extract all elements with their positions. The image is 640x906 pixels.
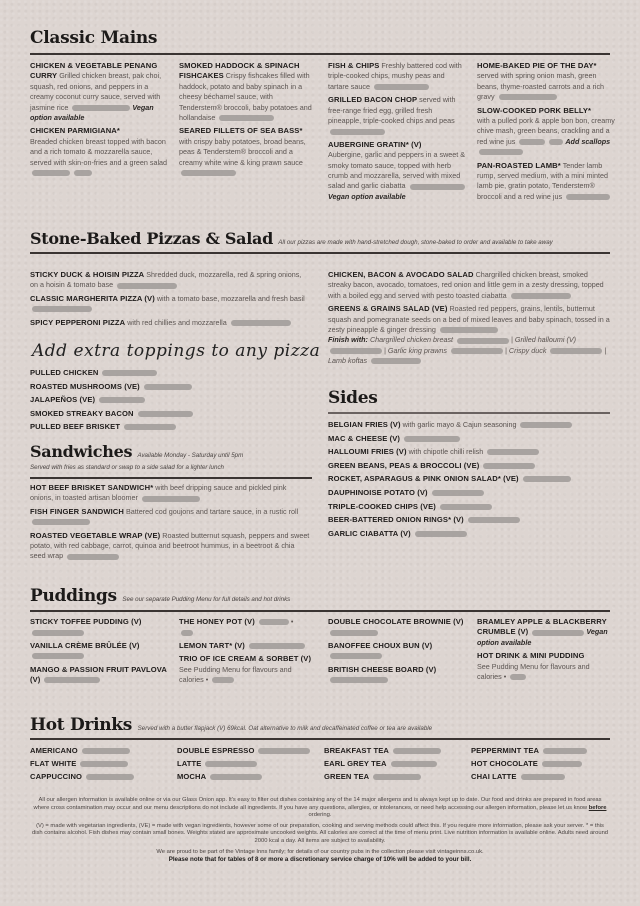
price-redacted	[99, 397, 145, 403]
item-option: Vegan option available	[477, 627, 608, 647]
item-name: MOCHA	[177, 772, 207, 781]
item-desc: with a pulled pork & apple bon bon, creamy chive mash, green beans, crackling and a red wine jus	[477, 116, 615, 146]
puddings-col-2	[179, 617, 317, 688]
drink-item	[324, 757, 464, 770]
price-redacted	[32, 170, 70, 176]
price-redacted	[44, 677, 100, 683]
price-redacted	[32, 630, 84, 636]
price-redacted	[32, 653, 84, 659]
item-name: HOME-BAKED PIE OF THE DAY*	[477, 61, 597, 70]
price-redacted	[219, 115, 274, 121]
finish-option: Crispy duck	[508, 345, 547, 355]
topping-item	[30, 407, 310, 421]
price-redacted	[374, 84, 429, 90]
price-redacted	[542, 761, 582, 767]
item-desc: See Pudding Menu for flavours and calories	[179, 664, 292, 685]
item-name: SMOKED STREAKY BACON	[30, 408, 134, 418]
item-desc: Grilled chicken breast, pak choi, squash, red onions, and peppers in a creamy coconut curry sauce, served with jasmine rice	[30, 71, 162, 112]
item-name: ROASTED MUSHROOMS (VE)	[30, 381, 140, 391]
drink-item	[324, 770, 464, 783]
item-name: GREENS & GRAINS SALAD (VE)	[328, 304, 448, 314]
price-redacted	[181, 170, 236, 176]
price-redacted	[330, 677, 388, 683]
price-redacted	[373, 774, 421, 780]
drinks-col-3	[324, 744, 464, 783]
item-desc: Chargrilled chicken breast, smoked streaky bacon, avocado, tomatoes, red onion and little gem in a zesty dressing, topped with a boiled egg and served with pesto toasted ciabatta	[328, 270, 604, 300]
side-item	[328, 527, 610, 541]
item-name: THE HONEY POT (V)	[179, 617, 255, 626]
item-desc: Tender lamb rump, served medium, with a mini minted lamb pie, gratin potato, Tenderstem® broccoli and a red wine jus	[477, 160, 609, 201]
family-note: We are proud to be part of the Vintage Inns family; for details of our country pubs in the collection please visit vintageinns.co.uk.	[156, 848, 484, 855]
puddings-subtitle: See our separate Pudding Menu for full details and hot drinks	[122, 596, 291, 603]
item-name: BELGIAN FRIES (V)	[328, 420, 401, 429]
menu-item	[30, 126, 168, 178]
price-redacted	[142, 496, 200, 502]
side-item	[328, 459, 610, 473]
menu-item	[30, 507, 310, 528]
price-redacted	[483, 463, 535, 469]
item-desc: Roasted red peppers, grains, lentils, butternut squash and pomegranate seeds on a bed of mixed leaves and baby spinach, tossed in a zesty pineapple & ginger dressing	[328, 304, 610, 335]
menu-item	[179, 126, 317, 178]
menu-item	[30, 665, 168, 686]
price-redacted	[451, 348, 503, 354]
price-redacted	[212, 677, 234, 683]
item-desc: with garlic mayo & Cajun seasoning	[402, 420, 517, 429]
price-redacted	[410, 184, 465, 190]
item-name: PAN-ROASTED LAMB*	[477, 160, 561, 170]
item-name: FISH FINGER SANDWICH	[30, 506, 124, 516]
puddings-title-text: Puddings	[30, 586, 117, 606]
item-name: LEMON TART* (V)	[179, 640, 245, 650]
item-name: LATTE	[177, 759, 202, 768]
side-item	[328, 432, 610, 446]
price-redacted	[231, 320, 291, 326]
menu-item	[328, 617, 466, 638]
menu-item	[30, 61, 168, 123]
hot-drinks-subtitle: Served with a butter flapjack (V) 69kcal. Oat alternative to milk and decaffeinated coffee or tea are available	[137, 725, 433, 732]
allergen-text-end: ordering.	[308, 812, 332, 819]
item-name: CHAI LATTE	[471, 772, 517, 781]
item-name: MAC & CHEESE (V)	[328, 433, 401, 443]
item-desc: served with spring onion mash, green beans, thyme-roasted carrots and a rich gravy	[477, 71, 605, 102]
price-redacted	[67, 554, 119, 560]
price-redacted	[72, 105, 130, 111]
item-desc: Roasted butternut squash, peppers and sweet potato, with red cabbage, carrot, quinoa and beetroot hummus, in a beetroot & chia seed wrap	[30, 530, 310, 561]
sandwiches-rule	[30, 477, 312, 479]
drinks-col-1	[30, 744, 170, 783]
item-name: CHICKEN & VEGETABLE PENANG CURRY	[30, 61, 158, 81]
price-redacted	[391, 761, 437, 767]
pizzas-title-text: Stone-Baked Pizzas & Salad	[30, 229, 273, 248]
sandwiches-note: Served with fries as standard or swap to a side salad for a lighter lunch	[30, 464, 224, 471]
price-redacted	[330, 348, 382, 354]
menu-item	[328, 665, 466, 686]
mains-col-1	[30, 61, 168, 181]
item-name: BRITISH CHEESE BOARD (V)	[328, 664, 437, 674]
menu-item	[477, 61, 615, 103]
item-name: PULLED CHICKEN	[30, 368, 99, 377]
menu-item	[30, 617, 168, 638]
price-redacted	[440, 327, 498, 333]
drink-item	[324, 744, 464, 757]
menu-item	[30, 270, 310, 291]
drink-item	[177, 770, 317, 783]
item-name: TRIPLE-COOKED CHIPS (VE)	[328, 501, 436, 511]
drink-item	[471, 757, 611, 770]
drink-item	[30, 744, 170, 757]
menu-item: THE HONEY POT (V) •	[179, 617, 317, 638]
item-desc: served with free-range fried egg, grilled fresh pineapple, triple-cooked chips and peas	[328, 95, 456, 126]
price-redacted	[510, 674, 526, 680]
menu-item	[328, 95, 466, 137]
item-name: CAPPUCCINO	[30, 772, 83, 781]
topping-item	[30, 420, 310, 434]
toppings-heading: Add extra toppings to any pizza	[32, 341, 321, 361]
item-name: HOT DRINK & MINI PUDDING	[477, 651, 585, 661]
item-name: GRILLED BACON CHOP	[328, 95, 418, 105]
item-name: FISH & CHIPS	[328, 61, 380, 70]
menu-item	[30, 318, 310, 328]
finish-label: Finish with:	[328, 335, 368, 345]
item-desc: Breaded chicken breast topped with bacon and a rich tomato & mozzarella sauce, served with skin-on-fries and a green salad	[30, 136, 168, 167]
item-name: VANILLA CRÈME BRÛLÉE (V)	[30, 640, 140, 650]
price-redacted	[259, 619, 289, 625]
price-redacted	[249, 643, 305, 649]
finish-option: Garlic king prawns	[387, 345, 447, 355]
side-item	[328, 418, 610, 432]
item-name: MANGO & PASSION FRUIT PAVLOVA (V)	[30, 664, 167, 685]
menu-item	[30, 483, 310, 504]
price-redacted	[532, 630, 584, 636]
item-name: GREEN TEA	[324, 772, 370, 781]
item-name: BRAMLEY APPLE & BLACKBERRY CRUMBLE (V)	[477, 617, 607, 637]
price-redacted	[404, 436, 460, 442]
price-redacted	[210, 774, 262, 780]
item-name: GREEN BEANS, PEAS & BROCCOLI (VE)	[328, 460, 480, 470]
price-redacted	[124, 424, 176, 430]
item-name: PULLED BEEF BRISKET	[30, 422, 121, 432]
price-redacted	[80, 761, 128, 767]
item-desc: Battered cod goujons and tartare sauce, in a rustic roll	[125, 506, 299, 516]
item-name: SLOW-COOKED PORK BELLY*	[477, 105, 592, 115]
menu-item	[477, 617, 615, 648]
drink-item	[30, 770, 170, 783]
item-name: HOT CHOCOLATE	[471, 759, 538, 768]
price-redacted	[102, 370, 157, 376]
item-desc: Shredded duck, mozzarella, red & spring onions, on a hoisin & tomato base	[30, 270, 302, 290]
puddings-col-3	[328, 617, 466, 688]
item-name: ROASTED VEGETABLE WRAP (VE)	[30, 530, 161, 540]
item-name: AUBERGINE GRATIN* (V)	[328, 139, 422, 149]
price-redacted	[117, 283, 177, 289]
side-item	[328, 513, 610, 527]
item-name: JALAPEÑOS (VE)	[30, 395, 96, 405]
menu-item	[328, 270, 610, 301]
price-redacted	[138, 411, 193, 417]
item-name: SPICY PEPPERONI PIZZA	[30, 317, 126, 327]
item-name: STICKY DUCK & HOISIN PIZZA	[30, 270, 145, 279]
item-desc: See Pudding Menu for flavours and calories	[477, 661, 590, 682]
item-desc: with red chillies and mozzarella	[127, 317, 227, 327]
drink-item	[471, 770, 611, 783]
price-redacted	[330, 630, 378, 636]
price-redacted	[330, 129, 385, 135]
item-option: Add scallops	[565, 136, 611, 146]
price-redacted	[440, 504, 492, 510]
drinks-col-4	[471, 744, 611, 783]
price-redacted	[521, 774, 565, 780]
pizzas-rule	[30, 252, 610, 254]
item-name: DAUPHINOISE POTATO (V)	[328, 487, 428, 497]
mains-col-3	[328, 61, 466, 205]
topping-item	[30, 393, 310, 407]
price-redacted	[74, 170, 92, 176]
item-name: GARLIC CIABATTA (V)	[328, 528, 411, 538]
drink-item	[177, 757, 317, 770]
price-redacted	[543, 748, 587, 754]
menu-item	[328, 304, 610, 366]
price-redacted	[566, 194, 610, 200]
price-redacted	[499, 94, 557, 100]
item-name: SEARED FILLETS OF SEA BASS*	[179, 126, 303, 136]
topping-item	[30, 380, 310, 394]
item-name: BEER-BATTERED ONION RINGS* (V)	[328, 515, 464, 525]
sandwiches-col	[30, 483, 310, 565]
pizzas-col	[30, 270, 310, 331]
price-redacted	[32, 306, 92, 312]
allergen-before-emphasis: before	[588, 804, 607, 811]
dietary-legend: (V) = made with vegetarian ingredients, (VE) = made with vegan ingredients, however some of our preparation, cooking and serving methods could affect this. If you require more information, please ask your server. * = this dish contains alcohol. Fish dishes may contain small bones. Weights stated are approximate uncooked weights. All calories are correct at the time of menu print. Live nutrition information is available online. Adults need around 2000 kcal a day. All items are subject to availability.	[31, 822, 609, 844]
puddings-col-4	[477, 617, 615, 685]
allergen-text: All our allergen information is available online or via our Glass Onion app. It's easy to filter out dishes containing any of the 14 major allergens and is always kept up to date. Our food and drinks are prepared in food areas where cross contamination may occur and our menu descriptions do not include all ingredients. If you have any questions, allergies, or intolerances, or need help accessing our allergen information, please let us know	[33, 797, 602, 811]
item-desc: with chipotle chilli relish	[408, 447, 484, 457]
side-item	[328, 500, 610, 514]
puddings-title	[30, 586, 290, 606]
item-desc: Freshly battered cod with triple-cooked chips, mushy peas and tartare sauce	[328, 61, 462, 91]
sides-rule	[328, 412, 610, 414]
finish-option: Chargrilled chicken breast	[369, 335, 454, 345]
allergen-info	[30, 797, 610, 820]
drink-item	[177, 744, 317, 757]
item-name: HALLOUMI FRIES (V)	[328, 447, 407, 457]
price-redacted	[511, 293, 571, 299]
menu-item	[30, 294, 310, 315]
price-redacted	[205, 761, 257, 767]
puddings-rule	[30, 610, 610, 612]
finish-with-options: Finish with: Chargrilled chicken breast | Grilled halloumi (V) | Garlic king prawns | Crispy duck | Lamb koftas	[328, 335, 607, 366]
sides-list	[328, 418, 610, 540]
menu-item	[328, 61, 466, 92]
hot-drinks-title-text: Hot Drinks	[30, 715, 133, 735]
price-redacted	[432, 490, 484, 496]
item-name: AMERICANO	[30, 746, 78, 755]
price-redacted	[550, 348, 602, 354]
item-option: Vegan option available	[30, 102, 154, 123]
menu-item	[328, 140, 466, 202]
item-option: Vegan option available	[328, 191, 406, 201]
sides-title: Sides	[328, 388, 378, 408]
menu-item: HOT DRINK & MINI PUDDING See Pudding Menu for flavours and calories •	[477, 651, 590, 682]
hot-drinks-rule	[30, 738, 610, 740]
finish-option: Lamb koftas	[328, 356, 368, 366]
pizzas-subtitle: All our pizzas are made with hand-stretched dough, stone-baked to order and available to take away	[278, 239, 553, 246]
price-redacted	[520, 422, 572, 428]
footer-notes	[30, 797, 610, 867]
item-desc: with a tomato base, mozzarella and fresh basil	[156, 293, 305, 303]
drink-item	[471, 744, 611, 757]
drink-item	[30, 757, 170, 770]
price-redacted	[523, 476, 571, 482]
menu-item	[328, 641, 466, 662]
price-redacted	[519, 139, 545, 145]
service-charge-note: Please note that for tables of 8 or more a discretionary service charge of 10% will be added to your bill.	[168, 856, 472, 864]
mains-col-2	[179, 61, 317, 181]
drinks-col-2	[177, 744, 317, 783]
price-redacted	[86, 774, 134, 780]
classic-mains-rule	[30, 53, 610, 55]
price-redacted	[393, 748, 441, 754]
price-redacted	[144, 384, 192, 390]
item-name: CHICKEN PARMIGIANA*	[30, 126, 120, 136]
mains-col-4	[477, 61, 615, 205]
sandwiches-title-text: Sandwiches	[30, 442, 133, 461]
price-redacted	[371, 358, 421, 364]
item-name: BANOFFEE CHOUX BUN (V)	[328, 640, 433, 650]
item-name: CHICKEN, BACON & AVOCADO SALAD	[328, 270, 474, 279]
item-desc: Aubergine, garlic and peppers in a sweet & smoky tomato sauce, topped with herb crumb and mozzarella, served with mixed salad and garlic ciabatta	[328, 150, 466, 191]
price-redacted	[479, 149, 523, 155]
item-desc: with beef dripping sauce and pickled pink onions, in toasted artisan bloomer	[30, 483, 287, 503]
price-redacted	[468, 517, 520, 523]
item-name: EARL GREY TEA	[324, 759, 387, 768]
toppings-list	[30, 366, 310, 434]
price-redacted	[415, 531, 467, 537]
sandwiches-title	[30, 442, 243, 461]
menu-item: TRIO OF ICE CREAM & SORBET (V) See Pudding Menu for flavours and calories •	[179, 654, 312, 685]
salads-col	[328, 270, 610, 370]
item-desc: Crispy fishcakes filled with haddock, potato and baby spinach in a cheesy béchamel sauce, with Tenderstem® broccoli, baby potatoes and hollandaise	[179, 71, 312, 123]
price-redacted	[330, 653, 382, 659]
price-redacted	[181, 630, 193, 636]
menu-item	[30, 531, 310, 562]
item-name: CLASSIC MARGHERITA PIZZA (V)	[30, 293, 155, 303]
side-item	[328, 472, 610, 486]
menu-item	[179, 61, 317, 123]
price-redacted	[487, 449, 539, 455]
item-name: TRIO OF ICE CREAM & SORBET (V)	[179, 654, 312, 664]
menu-item	[179, 641, 317, 651]
item-name: ROCKET, ASPARAGUS & PINK ONION SALAD* (VE)	[328, 474, 519, 484]
item-name: STICKY TOFFEE PUDDING (V)	[30, 617, 142, 626]
price-redacted	[549, 139, 563, 145]
item-name: DOUBLE ESPRESSO	[177, 746, 255, 755]
hot-drinks-title	[30, 715, 432, 735]
sandwiches-subtitle: Available Monday - Saturday until 5pm	[137, 452, 244, 459]
menu-item	[30, 641, 168, 662]
item-name: DOUBLE CHOCOLATE BROWNIE (V)	[328, 617, 464, 626]
item-name: BREAKFAST TEA	[324, 746, 390, 755]
side-item	[328, 486, 610, 500]
price-redacted	[32, 519, 90, 525]
price-redacted	[82, 748, 130, 754]
pizzas-title	[30, 229, 553, 248]
price-redacted	[457, 338, 509, 344]
menu-item	[477, 161, 615, 203]
side-item	[328, 445, 610, 459]
item-name: PEPPERMINT TEA	[471, 746, 540, 755]
menu-item	[477, 106, 615, 158]
puddings-col-1	[30, 617, 168, 688]
item-name: FLAT WHITE	[30, 759, 77, 768]
item-desc: with crispy baby potatoes, broad beans, peas & Tenderstem® broccoli and a creamy white wine & king prawn sauce	[179, 136, 306, 167]
finish-option: Grilled halloumi (V)	[514, 335, 577, 345]
item-name: HOT BEEF BRISKET SANDWICH*	[30, 483, 154, 492]
topping-item	[30, 366, 310, 380]
classic-mains-title: Classic Mains	[30, 28, 158, 48]
item-name: SMOKED HADDOCK & SPINACH FISHCAKES	[179, 61, 300, 81]
price-redacted	[258, 748, 310, 754]
